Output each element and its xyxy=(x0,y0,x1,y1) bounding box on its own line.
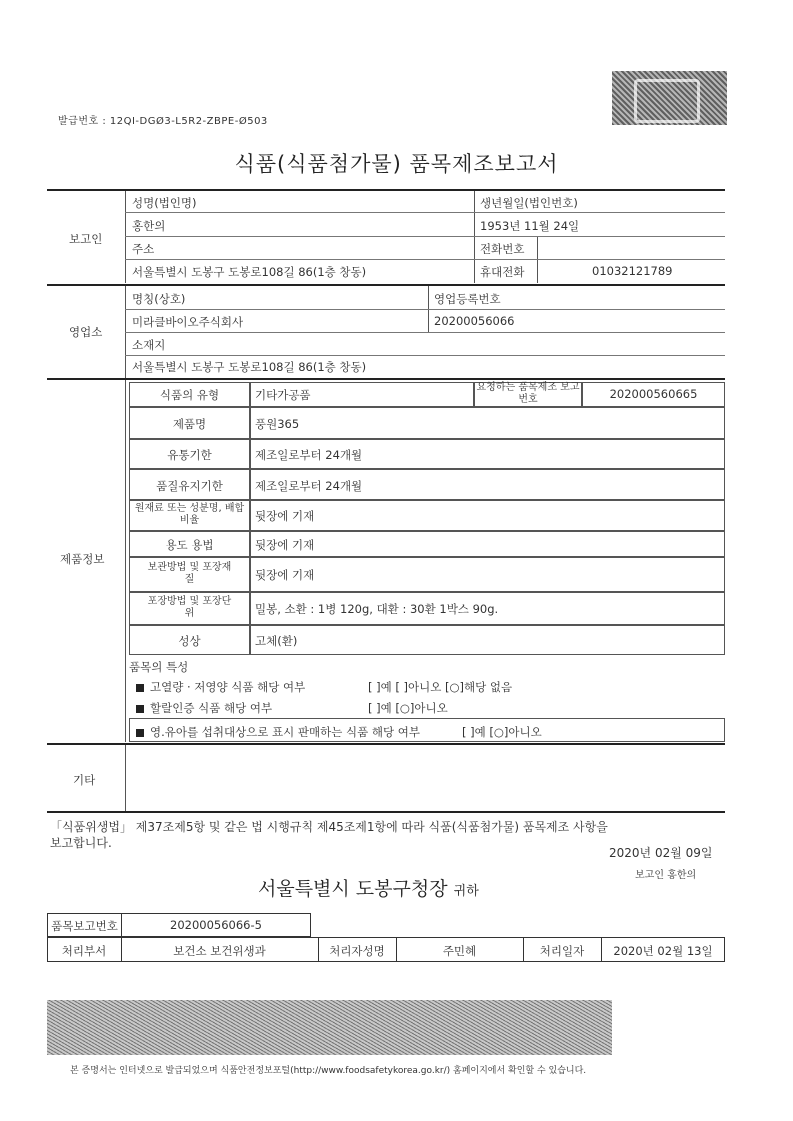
feature-3: 영.유아를 섭취대상으로 표시 판매하는 식품 해당 여부 xyxy=(136,724,420,740)
report-no: 202000560665 xyxy=(609,387,698,401)
business-reg-label: 영업등록번호 xyxy=(434,292,501,306)
dept-label: 처리부서 xyxy=(61,944,107,958)
reporter-birth: 1953년 11월 24일 xyxy=(480,219,580,233)
feature-1: 고열량 · 저영양 식품 해당 여부 xyxy=(136,679,305,695)
feature-2: 할랄인증 식품 해당 여부 xyxy=(136,700,272,716)
handler-label: 처리자성명 xyxy=(329,944,385,958)
reporter-birth-label: 생년월일(법인번호) xyxy=(480,196,578,210)
barcode-image xyxy=(47,1000,612,1055)
ingredients-label: 원재료 또는 성분명, 배합비율 xyxy=(134,503,245,526)
document-title: 식품(식품첨가물) 품목제조보고서 xyxy=(234,152,559,176)
product-type: 기타가공품 xyxy=(255,388,311,402)
report-no-label: 요청하는 품목제조 보고번호 xyxy=(476,382,580,405)
expiry-value: 제조일로부터 24개월 xyxy=(255,448,363,462)
usage-label: 용도 용법 xyxy=(165,538,214,552)
reporter-mobile: 01032121789 xyxy=(592,264,673,278)
business-location: 서울특별시 도봉구 도봉로108길 86(1층 창동) xyxy=(132,360,367,374)
quality-label: 품질유지기한 xyxy=(156,479,223,493)
issue-number: 발급번호 : 12QI-DGØ3-L5R2-ZBPE-Ø503 xyxy=(58,116,268,127)
reporter-address: 서울특별시 도봉구 도봉로108길 86(1층 창동) xyxy=(132,265,367,279)
reporter-phone-label: 전화번호 xyxy=(480,242,525,256)
feature-3-options: [ ]예 [○]아니오 xyxy=(462,725,542,739)
usage-value: 뒷장에 기재 xyxy=(255,538,315,552)
storage-label: 보관방법 및 포장재질 xyxy=(147,562,232,585)
form-label: 성상 xyxy=(178,634,201,648)
product-type-label: 식품의 유형 xyxy=(159,388,220,402)
process-date: 2020년 02월 13일 xyxy=(613,944,713,958)
report-date: 2020년 02월 09일 xyxy=(609,846,713,860)
reporter-name-label: 성명(법인명) xyxy=(132,196,197,210)
form-value: 고체(환) xyxy=(255,634,298,648)
storage-value: 뒷장에 기재 xyxy=(255,568,315,582)
statement-line-2: 보고합니다. xyxy=(50,836,112,850)
quality-value: 제조일로부터 24개월 xyxy=(255,479,363,493)
process-report-no: 20200056066-5 xyxy=(170,918,262,932)
other-label: 기타 xyxy=(73,773,96,787)
reporter-name: 홍한의 xyxy=(132,219,166,233)
product-section-label: 제품정보 xyxy=(60,552,105,566)
features-label: 품목의 특성 xyxy=(129,660,189,674)
handler-value: 주민혜 xyxy=(442,944,477,958)
qr-code-image xyxy=(612,71,727,125)
business-name-label: 명칭(상호) xyxy=(132,292,186,306)
reporter-address-label: 주소 xyxy=(132,242,155,256)
dept-value: 보건소 보건위생과 xyxy=(173,944,266,958)
packing-value: 밀봉, 소환 : 1병 120g, 대환 : 30환 1박스 90g. xyxy=(255,602,499,616)
product-name-label: 제품명 xyxy=(172,417,207,431)
recipient: 서울특별시 도봉구청장 귀하 xyxy=(258,878,479,900)
reporter-signature: 보고인 홍한의 xyxy=(635,870,697,881)
business-section-label: 영업소 xyxy=(69,325,103,339)
process-report-no-label: 품목보고번호 xyxy=(51,919,118,933)
footer-note: 본 증명서는 인터넷으로 발급되었으며 식품안전정보포털(http://www.foodsafetykorea.go.kr/) 홈페이지에서 확인할 수 있습니다. xyxy=(70,1066,587,1076)
business-reg: 20200056066 xyxy=(434,314,515,328)
expiry-label: 유통기한 xyxy=(167,448,212,462)
reporter-mobile-label: 휴대전화 xyxy=(480,265,525,279)
business-name: 미라클바이오주식회사 xyxy=(132,315,244,329)
business-location-label: 소재지 xyxy=(132,338,166,352)
product-name: 풍원365 xyxy=(255,417,300,431)
statement-line-1: 「식품위생법」 제37조제5항 및 같은 법 시행규칙 제45조제1항에 따라 식품(식품첨가물) 품목제조 사항을 xyxy=(50,820,608,834)
feature-1-options: [ ]예 [ ]아니오 [○]해당 없음 xyxy=(368,680,513,694)
ingredients-value: 뒷장에 기재 xyxy=(255,509,315,523)
process-date-label: 처리일자 xyxy=(539,944,585,958)
feature-2-options: [ ]예 [○]아니오 xyxy=(368,701,448,715)
packing-label: 포장방법 및 포장단위 xyxy=(147,596,232,619)
reporter-section-label: 보고인 xyxy=(69,232,103,246)
